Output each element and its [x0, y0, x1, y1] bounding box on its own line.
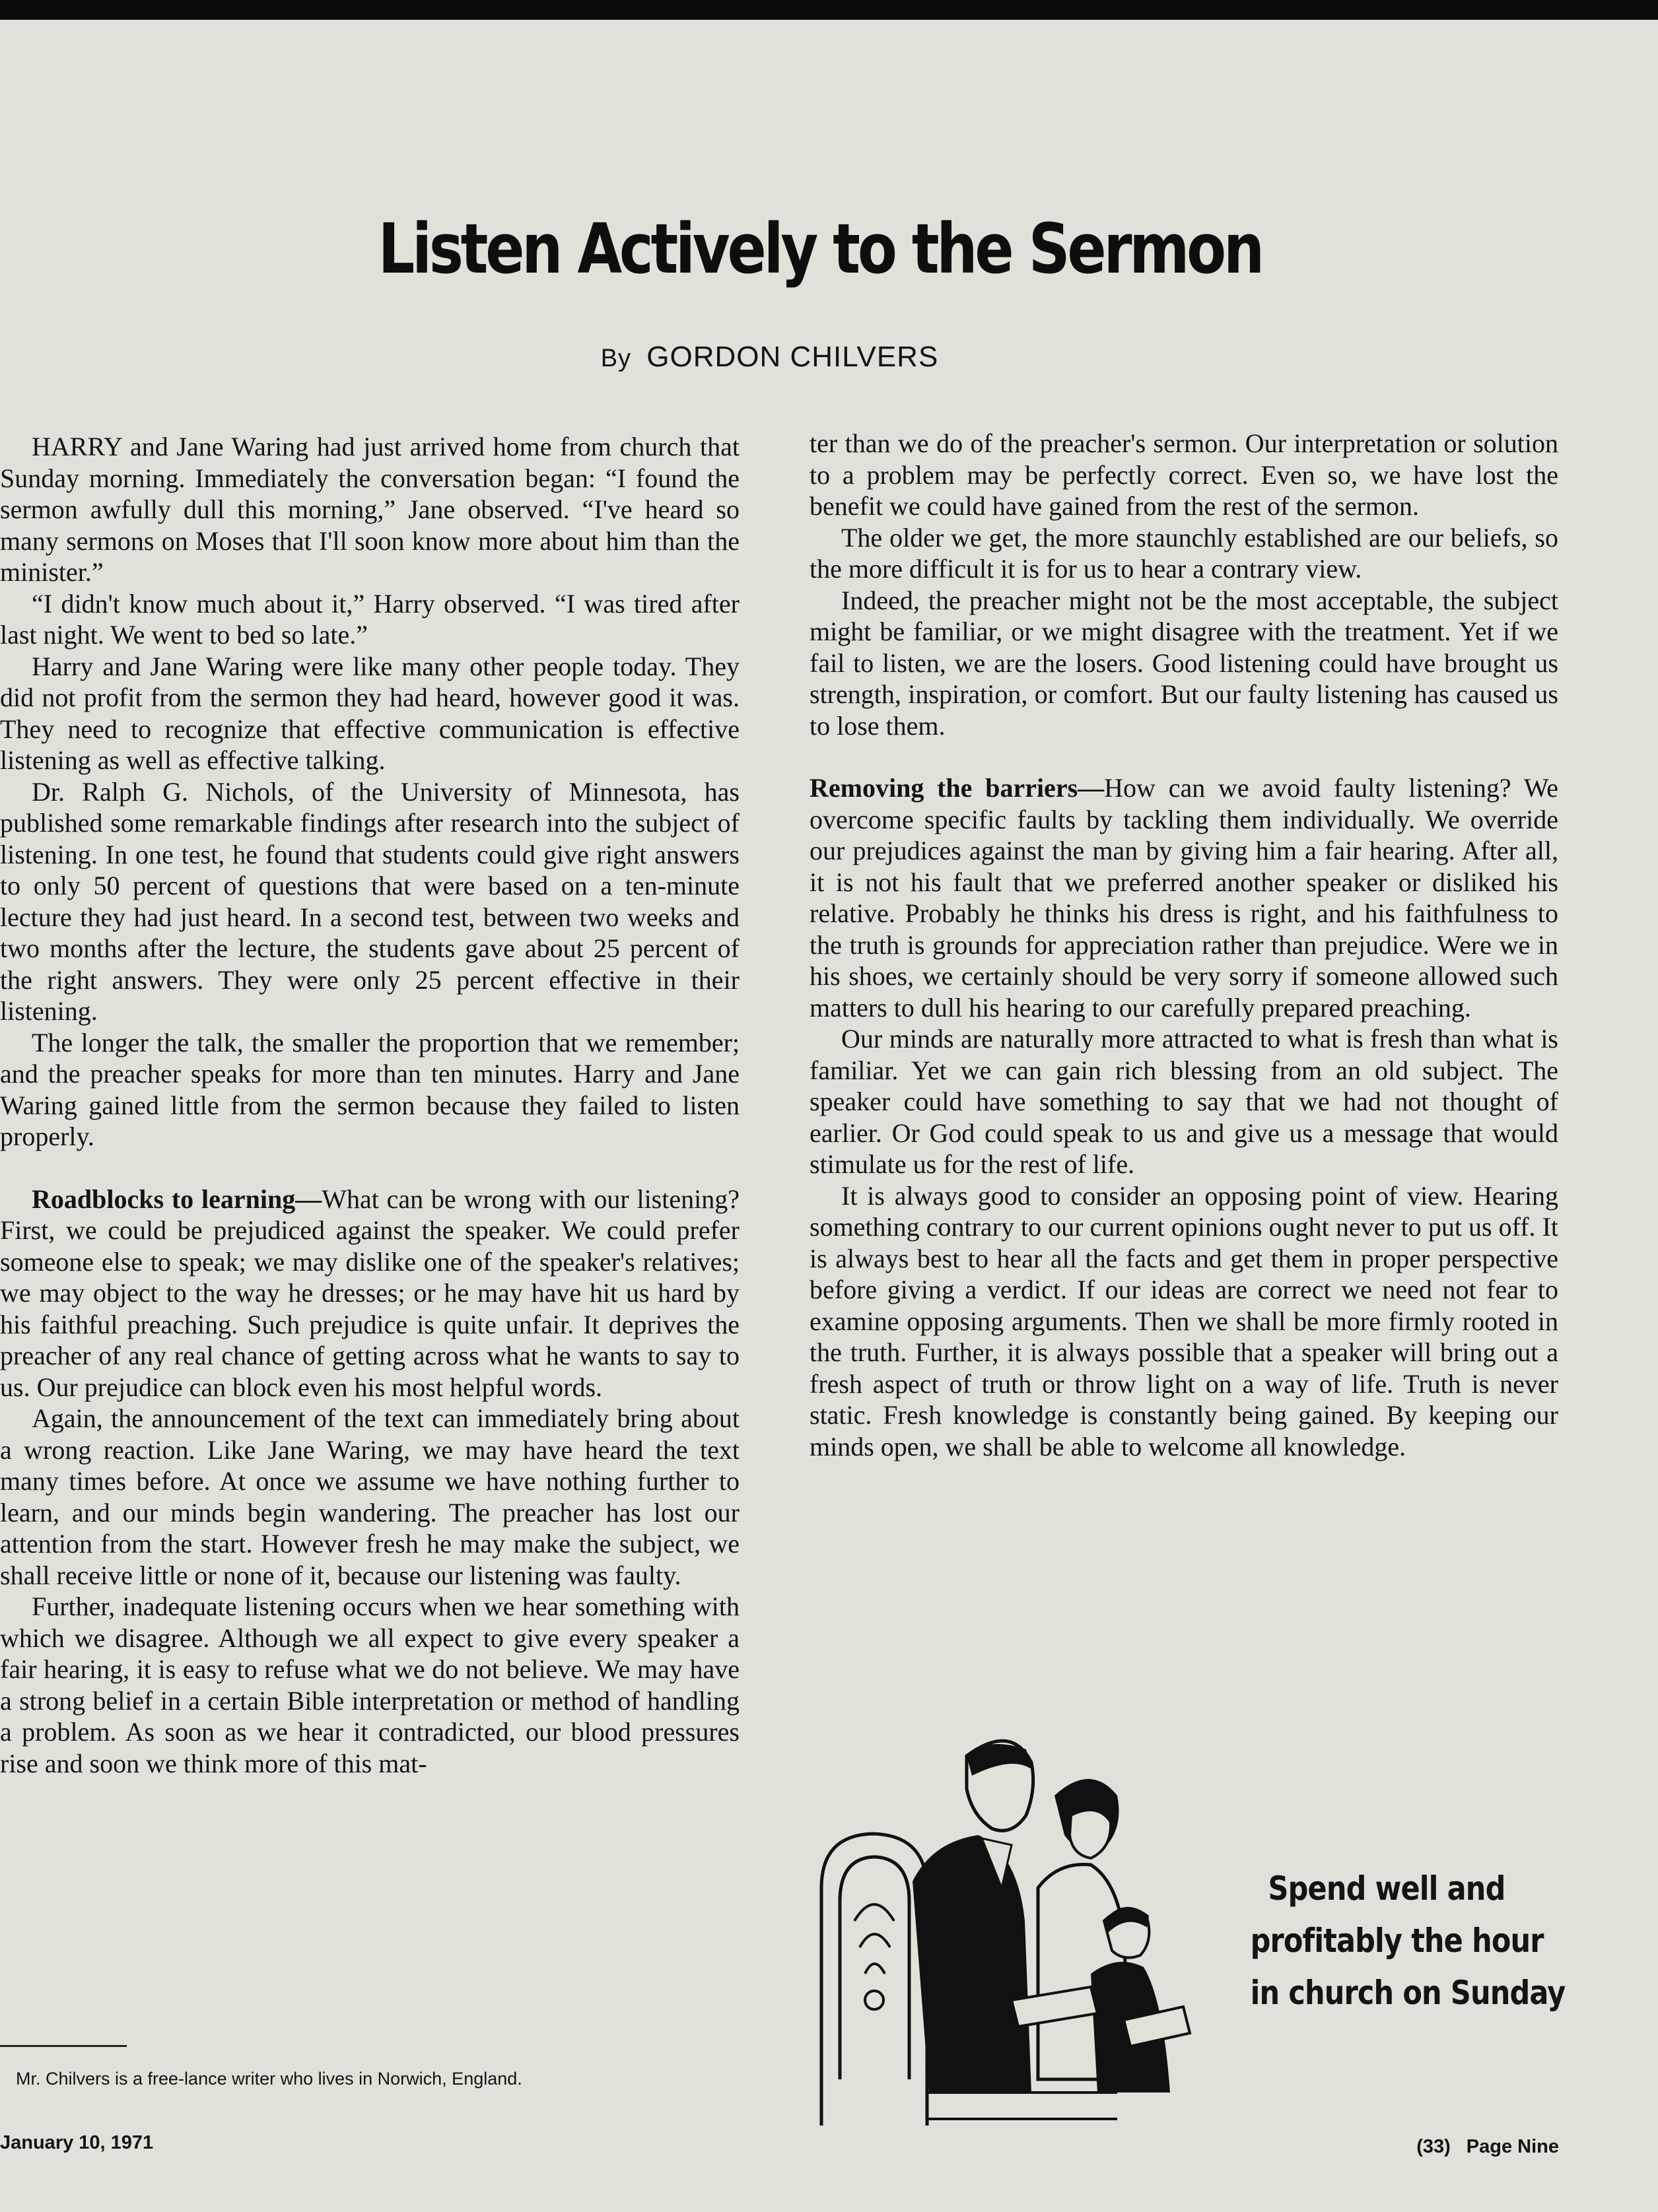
- caption-line: Spend well and: [1268, 1869, 1505, 1908]
- footnote-divider: [0, 2045, 127, 2047]
- paragraph: Again, the announcement of the text can immediately bring about a wrong reaction. Like Jane Waring, we may have heard the text many times before. At once we assume we have nothing further to learn, and our minds begin wandering. The preacher has lost our attention from the start. However fresh he may make the subject, we shall receive little or none of it, because our listening was faulty.: [0, 1403, 740, 1590]
- page-top-edge: [0, 0, 1658, 20]
- paragraph: The longer the talk, the smaller the proportion that we remember; and the preacher speaks for more than ten minutes. Harry and Jane Waring gained little from the sermon because they failed to listen properly.: [0, 1027, 740, 1151]
- section-paragraph: [0, 1184, 740, 1403]
- paragraph: It is always good to consider an opposing point of view. Hearing something contrary to our current opinions ought never to put us off. It is always best to hear all the facts and get them in proper perspective before giving a verdict. If our ideas are correct we need not fear to examine opposing arguments. Then we shall be more firmly rooted in the truth. Further, it is always possible that a speaker will bring out a fresh aspect of truth or throw light on a way of life. Truth is never static. Fresh knowledge is constantly being gained. By keeping our minds open, we shall be able to welcome all knowledge.: [810, 1180, 1558, 1461]
- article-title: Listen Actively to the Sermon: [378, 209, 1262, 289]
- paragraph-text: How can we avoid faulty listening? We overcome specific faults by tackling them individually. We override our prejudices against the man by giving him a fair hearing. After all, it is not his fault that we preferred another speaker or disliked his relative. Probably he thinks his dress is right, and his faithfulness to the truth is grounds for appreciation rather than prejudice. Were we in his shoes, we certainly should be very sorry if someone allowed such matters to dull his hearing to our carefully prepared preaching.: [810, 773, 1558, 1022]
- section-heading: Roadblocks to learning—: [32, 1184, 322, 1214]
- right-column: [810, 428, 1558, 1462]
- page-footer: [1400, 2136, 1559, 2158]
- paragraph: Indeed, the preacher might not be the most acceptable, the subject might be familiar, or we might disagree with the treatment. Yet if we fail to listen, we are the losers. Good listening could have brought us strength, inspiration, or comfort. But our faulty listening has caused us to lose them.: [810, 585, 1558, 741]
- section-heading: Removing the barriers—: [810, 773, 1105, 803]
- paragraph: Harry and Jane Waring were like many other people today. They did not profit from the sermon they had heard, however good it was. They need to recognize that effective communication is effective listening as well as effective talking.: [0, 651, 740, 775]
- caption-line: in church on Sunday: [1250, 1974, 1566, 2012]
- footnote: Mr. Chilvers is a free-lance writer who lives in Norwich, England.: [16, 2069, 522, 2089]
- paragraph: Our minds are naturally more attracted to what is fresh than what is familiar. Yet we can gain rich blessing from an old subject. The speaker could have something to say that we had not thought of earlier. Or God could speak to us and give us a message that would stimulate us for the rest of life.: [810, 1024, 1558, 1179]
- page-number: (33): [1416, 2136, 1451, 2157]
- paragraph: “I didn't know much about it,” Harry observed. “I was tired after last night. We went to bed so late.”: [0, 588, 740, 650]
- byline: [0, 341, 1599, 374]
- paragraph: HARRY and Jane Waring had just arrived home from church that Sunday morning. Immediately the conversation began: “I found the sermon awfully dull this morning,” Jane observed. “I've heard so many sermons on Moses that I'll soon know more about him than the minister.”: [0, 432, 740, 587]
- left-column: [0, 431, 740, 1779]
- author-name: GORDON CHILVERS: [646, 341, 939, 373]
- paragraph: ter than we do of the preacher's sermon. Our interpretation or solution to a problem may be perfectly correct. Even so, we have lost the benefit we could have gained from the rest of the sermon.: [810, 428, 1558, 521]
- family-in-pew-illustration: [813, 1723, 1210, 2129]
- paragraph: Further, inadequate listening occurs when we hear something with which we disagree. Although we all expect to give every speaker a fair hearing, it is easy to refuse what we do not believe. We may have a strong belief in a certain Bible interpretation or method of handling a problem. As soon as we hear it contradicted, our blood pressures rise and soon we think more of this mat-: [0, 1592, 740, 1778]
- paragraph: The older we get, the more staunchly established are our beliefs, so the more difficult it is for us to hear a contrary view.: [810, 522, 1558, 584]
- caption-line: profitably the hour: [1250, 1922, 1544, 1960]
- section-paragraph: [810, 772, 1558, 1023]
- page-label: Page Nine: [1466, 2136, 1559, 2157]
- illustration-caption: [1250, 1863, 1566, 2019]
- byline-prefix: By: [600, 345, 632, 372]
- paragraph: Dr. Ralph G. Nichols, of the University of Minnesota, has published some remarkable findings after research into the subject of listening. In one test, he found that students could give right answers to only 50 percent of questions that were based on a ten-minute lecture they had just heard. In a second test, between two weeks and two months after the lecture, the students gave about 25 percent of the right answers. They were only 25 percent effective in their listening.: [0, 776, 740, 1026]
- issue-date: January 10, 1971: [0, 2132, 154, 2153]
- paragraph-text: What can be wrong with our listening? First, we could be prejudiced against the speaker. We could prefer someone else to speak; we may dislike one of the speaker's relatives; we may object to the way he dresses; or he may have hit us hard by his faithful preaching. Such prejudice is quite unfair. It deprives the preacher of any real chance of getting across what he wants to say to us. Our prejudice can block even his most helpful words.: [0, 1184, 740, 1402]
